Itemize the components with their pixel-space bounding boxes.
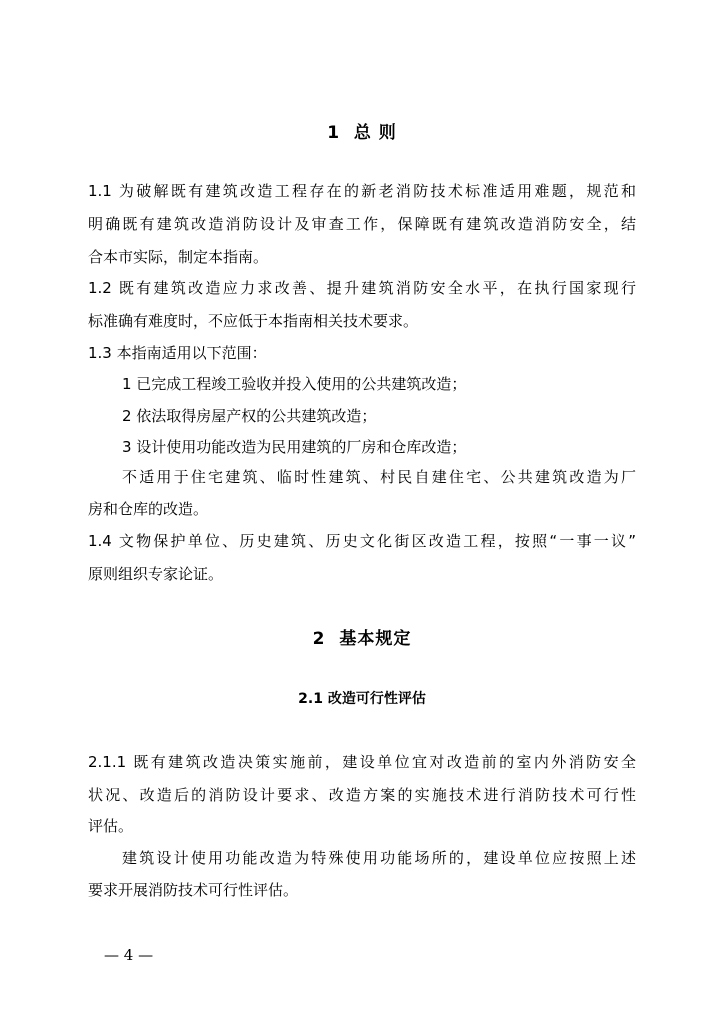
paragraph-line: 状况、改造后的消防设计要求、改造方案的实施技术进行消防技术可行性 <box>88 786 636 804</box>
paragraph-line: 不适用于住宅建筑、临时性建筑、村民自建住宅、公共建筑改造为厂 <box>122 468 636 486</box>
section-2-title: 2 基本规定 <box>312 629 412 649</box>
paragraph-line: 评估。 <box>88 817 134 835</box>
page-number: — 4 — <box>104 946 154 964</box>
list-item: 1 已完成工程竣工验收并投入使用的公共建筑改造； <box>122 375 467 393</box>
paragraph-line: 房和仓库的改造。 <box>88 500 209 518</box>
list-item: 3 设计使用功能改造为民用建筑的厂房和仓库改造； <box>122 438 467 456</box>
paragraph-line: 1.1 为破解既有建筑改造工程存在的新老消防技术标准适用难题，规范和 <box>88 182 636 200</box>
subsection-2-1-title: 2.1 改造可行性评估 <box>298 691 426 707</box>
paragraph-line: 1.2 既有建筑改造应力求改善、提升建筑消防安全水平，在执行国家现行 <box>88 279 636 297</box>
paragraph-line: 1.3 本指南适用以下范围： <box>88 344 267 362</box>
list-item: 2 依法取得房屋产权的公共建筑改造； <box>122 407 377 425</box>
paragraph-line: 原则组织专家论证。 <box>88 565 224 583</box>
paragraph-line: 2.1.1 既有建筑改造决策实施前，建设单位宜对改造前的室内外消防安全 <box>88 753 636 771</box>
paragraph-line: 标准确有难度时，不应低于本指南相关技术要求。 <box>88 312 419 330</box>
section-1-title: 1 总 则 <box>327 123 397 143</box>
paragraph-line: 1.4 文物保护单位、历史建筑、历史文化街区改造工程，按照“一事一议” <box>88 532 636 550</box>
paragraph-line: 明确既有建筑改造消防设计及审查工作，保障既有建筑改造消防安全，结 <box>88 215 636 233</box>
paragraph-line: 合本市实际，制定本指南。 <box>88 248 269 266</box>
paragraph-line: 建筑设计使用功能改造为特殊使用功能场所的，建设单位应按照上述 <box>122 849 636 867</box>
paragraph-line: 要求开展消防技术可行性评估。 <box>88 881 299 899</box>
